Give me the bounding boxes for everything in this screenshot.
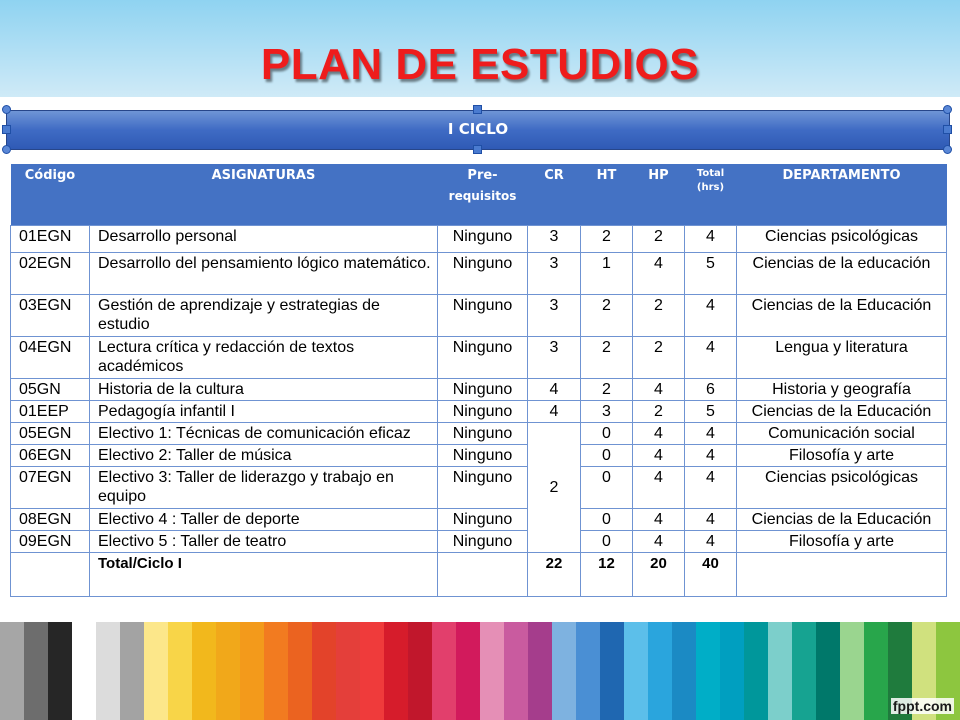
cell-prereq: Ninguno <box>438 509 528 531</box>
cell-code: 03EGN <box>11 295 90 337</box>
cell-hp: 2 <box>633 295 685 337</box>
palette-swatch <box>504 622 528 720</box>
cell-prereq: Ninguno <box>438 531 528 553</box>
cell-subject: Pedagogía infantil I <box>90 401 438 423</box>
cell-total: 4 <box>685 467 737 509</box>
cell-code: 05GN <box>11 379 90 401</box>
cell-total: 4 <box>685 226 737 253</box>
palette-swatch <box>312 622 336 720</box>
cell-hp: 4 <box>633 509 685 531</box>
cell-department <box>737 553 947 597</box>
cycle-label: I CICLO <box>447 120 509 138</box>
palette-swatch <box>384 622 408 720</box>
table-row <box>11 226 947 253</box>
palette-swatch <box>840 622 864 720</box>
cell-prereq: Ninguno <box>438 253 528 295</box>
cell-code: 06EGN <box>11 445 90 467</box>
cell-cr: 4 <box>528 401 581 423</box>
header-total-line2: (hrs) <box>696 182 725 193</box>
cell-total: 5 <box>685 253 737 295</box>
palette-swatch <box>288 622 312 720</box>
cell-code: 07EGN <box>11 467 90 509</box>
table-header-row <box>11 164 947 226</box>
table-row <box>11 337 947 379</box>
header-prereq <box>438 164 528 226</box>
table-row <box>11 295 947 337</box>
cell-code: 05EGN <box>11 423 90 445</box>
header-total-line1: Total <box>696 168 725 179</box>
resize-handle-top-left[interactable] <box>2 105 11 114</box>
cell-subject: Electivo 2: Taller de música <box>90 445 438 467</box>
cell-department: Historia y geografía <box>737 379 947 401</box>
palette-swatch <box>744 622 768 720</box>
palette-swatch <box>48 622 72 720</box>
palette-swatch <box>720 622 744 720</box>
cell-subject: Gestión de aprendizaje y estrategias de estudio <box>90 295 438 337</box>
cell-code: 04EGN <box>11 337 90 379</box>
palette-swatch <box>600 622 624 720</box>
palette-swatch <box>456 622 480 720</box>
cell-subject: Electivo 1: Técnicas de comunicación eficaz <box>90 423 438 445</box>
palette-swatch <box>696 622 720 720</box>
cell-code: 01EGN <box>11 226 90 253</box>
cell-total: 4 <box>685 295 737 337</box>
cell-ht: 0 <box>581 509 633 531</box>
cell-department: Ciencias psicológicas <box>737 467 947 509</box>
cell-ht: 0 <box>581 467 633 509</box>
cell-ht: 0 <box>581 445 633 467</box>
cell-total: 4 <box>685 509 737 531</box>
table-row <box>11 401 947 423</box>
cell-hp: 2 <box>633 226 685 253</box>
cell-code <box>11 553 90 597</box>
palette-swatch <box>192 622 216 720</box>
cycle-banner[interactable] <box>6 110 950 150</box>
palette-swatch <box>408 622 432 720</box>
table-row <box>11 253 947 295</box>
cell-hp: 4 <box>633 253 685 295</box>
cell-prereq: Ninguno <box>438 295 528 337</box>
palette-swatch <box>24 622 48 720</box>
total-row <box>11 553 947 597</box>
cell-subject: Electivo 3: Taller de liderazgo y trabajo en equipo <box>90 467 438 509</box>
palette-swatch <box>144 622 168 720</box>
cell-department: Lengua y literatura <box>737 337 947 379</box>
palette-swatch <box>336 622 360 720</box>
total-ht: 12 <box>581 553 633 597</box>
cell-prereq: Ninguno <box>438 445 528 467</box>
resize-handle-top[interactable] <box>473 105 482 114</box>
cell-prereq <box>438 553 528 597</box>
palette-swatch <box>816 622 840 720</box>
cell-department: Filosofía y arte <box>737 531 947 553</box>
resize-handle-right[interactable] <box>943 125 952 134</box>
resize-handle-bottom[interactable] <box>473 145 482 154</box>
palette-swatch <box>240 622 264 720</box>
palette-swatch <box>648 622 672 720</box>
cell-ht: 2 <box>581 295 633 337</box>
cell-hp: 2 <box>633 401 685 423</box>
header-hp: HP <box>633 164 685 226</box>
cell-total: 4 <box>685 445 737 467</box>
cell-prereq: Ninguno <box>438 423 528 445</box>
cell-department: Ciencias psicológicas <box>737 226 947 253</box>
cell-cr: 4 <box>528 379 581 401</box>
header-prereq-line2: requisitos <box>448 189 517 203</box>
header-subjects: ASIGNATURAS <box>90 164 438 226</box>
resize-handle-top-right[interactable] <box>943 105 952 114</box>
cell-department: Filosofía y arte <box>737 445 947 467</box>
fppt-logo: fppt.com <box>892 698 952 714</box>
cell-electives-cr: 2 <box>528 423 581 553</box>
total-label: Total/Ciclo I <box>90 553 438 597</box>
table-row <box>11 445 947 467</box>
color-palette-strip <box>0 622 960 720</box>
resize-handle-left[interactable] <box>2 125 11 134</box>
palette-swatch <box>168 622 192 720</box>
palette-swatch <box>624 622 648 720</box>
header-cr: CR <box>528 164 581 226</box>
palette-swatch <box>264 622 288 720</box>
cell-prereq: Ninguno <box>438 467 528 509</box>
header-code: Código <box>11 164 90 226</box>
palette-swatch <box>576 622 600 720</box>
cell-cr: 3 <box>528 253 581 295</box>
cell-subject: Historia de la cultura <box>90 379 438 401</box>
table-row <box>11 467 947 509</box>
resize-handle-bottom-left[interactable] <box>2 145 11 154</box>
header-total <box>685 164 737 226</box>
cell-code: 09EGN <box>11 531 90 553</box>
cell-subject: Electivo 5 : Taller de teatro <box>90 531 438 553</box>
header-department: DEPARTAMENTO <box>737 164 947 226</box>
cell-ht: 2 <box>581 379 633 401</box>
palette-swatch <box>360 622 384 720</box>
cell-hp: 4 <box>633 531 685 553</box>
page-title: PLAN DE ESTUDIOS <box>260 40 700 89</box>
cell-ht: 2 <box>581 337 633 379</box>
cell-department: Ciencias de la Educación <box>737 401 947 423</box>
curriculum-table <box>10 164 947 597</box>
palette-swatch <box>432 622 456 720</box>
cell-total: 4 <box>685 423 737 445</box>
table-row <box>11 509 947 531</box>
palette-swatch <box>216 622 240 720</box>
palette-swatch <box>768 622 792 720</box>
cell-prereq: Ninguno <box>438 337 528 379</box>
cell-subject: Desarrollo personal <box>90 226 438 253</box>
cell-ht: 3 <box>581 401 633 423</box>
cell-ht: 0 <box>581 423 633 445</box>
cell-subject: Desarrollo del pensamiento lógico matemático. <box>90 253 438 295</box>
cell-prereq: Ninguno <box>438 379 528 401</box>
cell-code: 02EGN <box>11 253 90 295</box>
palette-swatch <box>528 622 552 720</box>
total-hours: 40 <box>685 553 737 597</box>
total-cr: 22 <box>528 553 581 597</box>
cell-code: 08EGN <box>11 509 90 531</box>
cell-total: 6 <box>685 379 737 401</box>
table-row <box>11 423 947 445</box>
header-ht: HT <box>581 164 633 226</box>
header-prereq-line1: Pre- <box>467 168 498 183</box>
palette-swatch <box>480 622 504 720</box>
table-row <box>11 531 947 553</box>
palette-swatch <box>120 622 144 720</box>
cell-ht: 0 <box>581 531 633 553</box>
cell-hp: 4 <box>633 445 685 467</box>
cell-department: Ciencias de la Educación <box>737 295 947 337</box>
palette-swatch <box>672 622 696 720</box>
palette-swatch <box>96 622 120 720</box>
cell-hp: 2 <box>633 337 685 379</box>
cell-prereq: Ninguno <box>438 226 528 253</box>
cell-cr: 3 <box>528 226 581 253</box>
cell-hp: 4 <box>633 379 685 401</box>
palette-swatch <box>0 622 24 720</box>
table-row <box>11 379 947 401</box>
cell-ht: 2 <box>581 226 633 253</box>
cell-cr: 3 <box>528 337 581 379</box>
palette-swatch <box>792 622 816 720</box>
total-hp: 20 <box>633 553 685 597</box>
palette-swatch <box>72 622 96 720</box>
cell-subject: Lectura crítica y redacción de textos académicos <box>90 337 438 379</box>
cell-department: Comunicación social <box>737 423 947 445</box>
cell-cr: 3 <box>528 295 581 337</box>
cell-department: Ciencias de la educación <box>737 253 947 295</box>
palette-swatch <box>864 622 888 720</box>
cell-total: 4 <box>685 337 737 379</box>
cell-ht: 1 <box>581 253 633 295</box>
resize-handle-bottom-right[interactable] <box>943 145 952 154</box>
cell-department: Ciencias de la Educación <box>737 509 947 531</box>
cell-hp: 4 <box>633 423 685 445</box>
cell-prereq: Ninguno <box>438 401 528 423</box>
cell-subject: Electivo 4 : Taller de deporte <box>90 509 438 531</box>
cell-hp: 4 <box>633 467 685 509</box>
palette-swatch <box>552 622 576 720</box>
cell-total: 4 <box>685 531 737 553</box>
cell-total: 5 <box>685 401 737 423</box>
cell-code: 01EEP <box>11 401 90 423</box>
